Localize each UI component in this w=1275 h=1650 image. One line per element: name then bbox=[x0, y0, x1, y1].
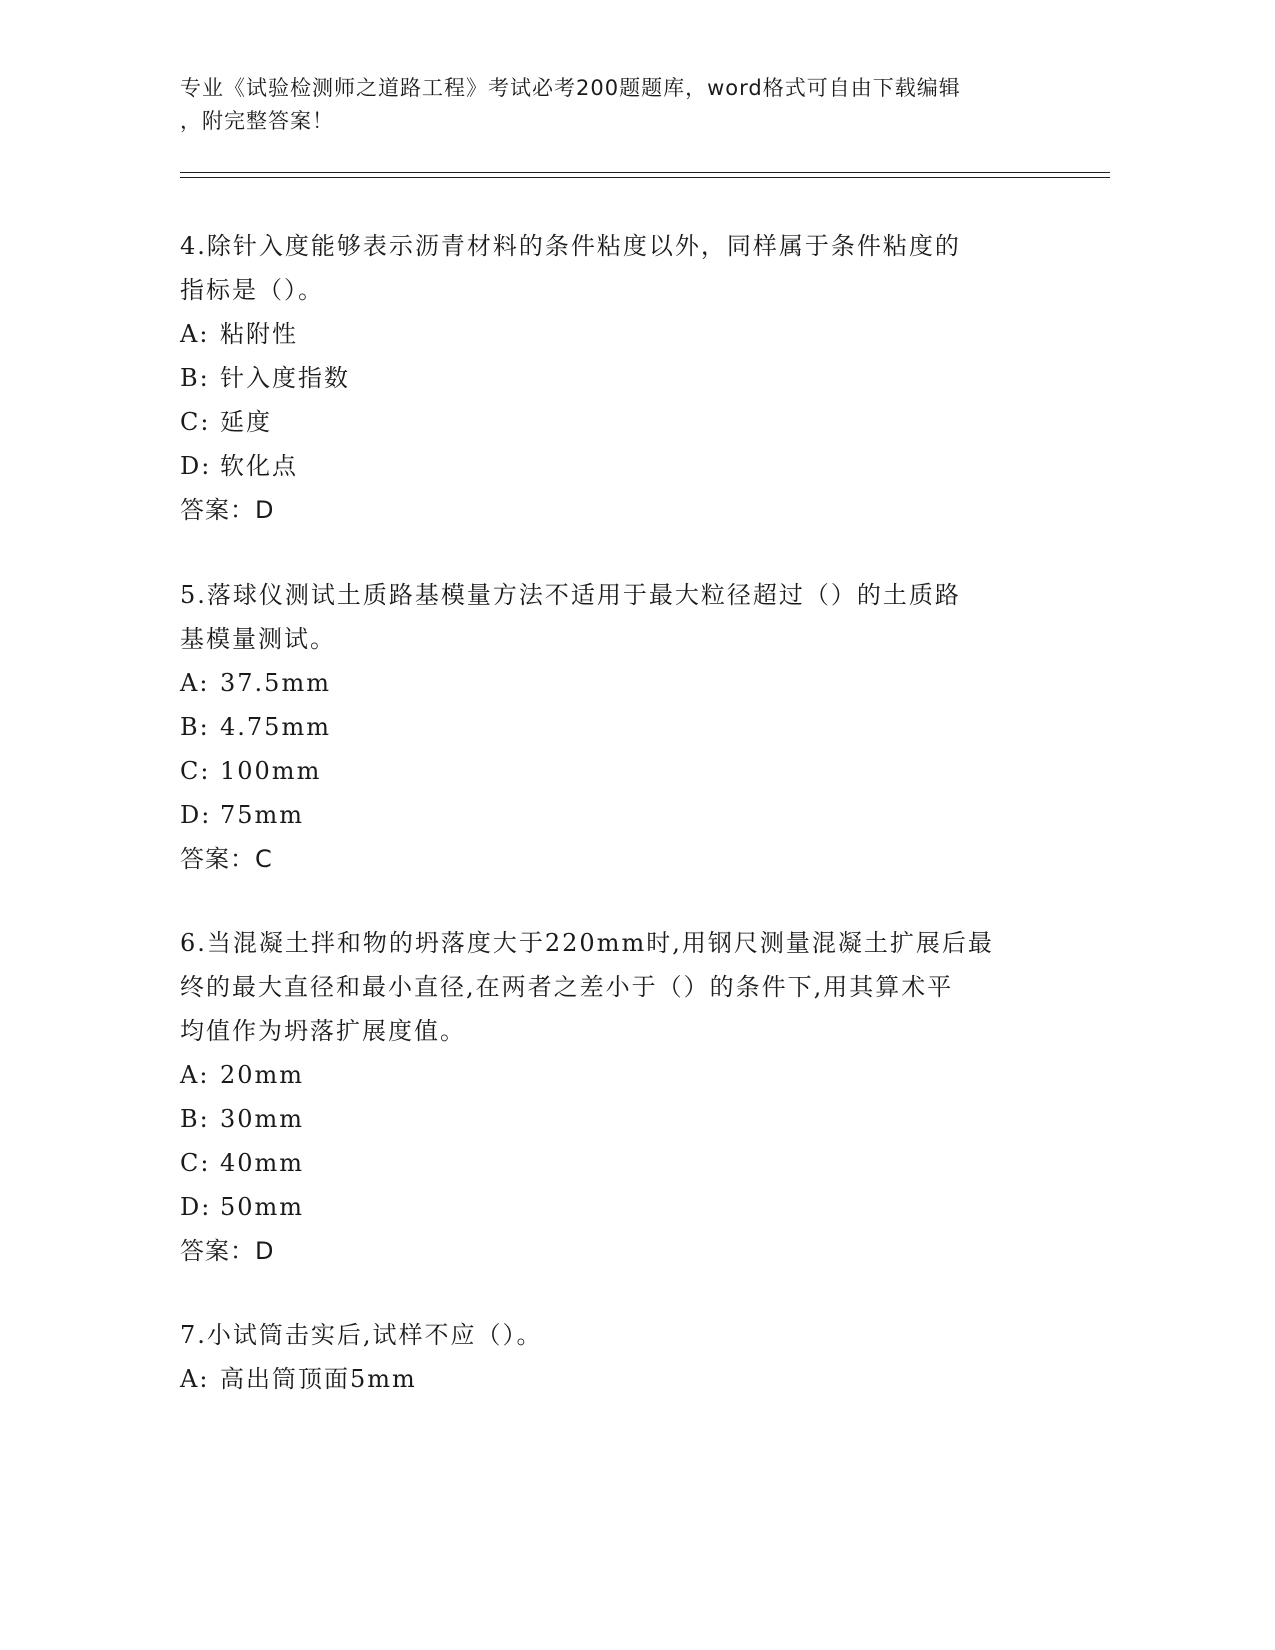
question-stem-line: 均值作为坍落扩展度值。 bbox=[180, 1017, 466, 1045]
option-letter: A: bbox=[180, 320, 210, 348]
option-c bbox=[180, 1141, 1080, 1185]
option-text: 37.5mm bbox=[220, 669, 331, 697]
question-stem-line: 7.小试筒击实后,试样不应（）。 bbox=[180, 1321, 543, 1349]
option-d bbox=[180, 793, 1080, 837]
option-letter: A: bbox=[180, 1061, 210, 1089]
option-letter: A: bbox=[180, 669, 210, 697]
option-letter: D: bbox=[180, 801, 212, 829]
question-4 bbox=[180, 224, 1080, 532]
answer-line: 答案：C bbox=[180, 845, 273, 873]
option-text: 软化点 bbox=[220, 452, 298, 480]
header-divider-bottom bbox=[180, 177, 1110, 178]
question-stem-line: 5.落球仪测试土质路基模量方法不适用于最大粒径超过（）的土质路 bbox=[180, 581, 961, 609]
header-line-1: 专业《试验检测师之道路工程》考试必考200题题库，word格式可自由下载编辑 bbox=[180, 76, 961, 100]
option-text: 50mm bbox=[220, 1193, 305, 1221]
question-5 bbox=[180, 573, 1080, 881]
option-text: 高出筒顶面5mm bbox=[220, 1365, 417, 1393]
option-text: 40mm bbox=[220, 1149, 305, 1177]
option-letter: D: bbox=[180, 1193, 212, 1221]
option-text: 延度 bbox=[220, 408, 272, 436]
option-letter: A: bbox=[180, 1365, 210, 1393]
option-b bbox=[180, 356, 1080, 400]
option-d bbox=[180, 1185, 1080, 1229]
option-b bbox=[180, 705, 1080, 749]
document-header bbox=[180, 72, 1080, 138]
option-a bbox=[180, 312, 1080, 356]
option-a bbox=[180, 661, 1080, 705]
option-letter: D: bbox=[180, 452, 212, 480]
question-stem-line: 基模量测试。 bbox=[180, 625, 336, 653]
option-letter: C: bbox=[180, 408, 211, 436]
option-text: 75mm bbox=[220, 801, 305, 829]
option-text: 20mm bbox=[220, 1061, 305, 1089]
option-d bbox=[180, 444, 1080, 488]
option-c bbox=[180, 749, 1080, 793]
option-letter: B: bbox=[180, 713, 210, 741]
question-6 bbox=[180, 921, 1080, 1273]
answer-line: 答案：D bbox=[180, 496, 275, 524]
question-stem-line: 指标是（）。 bbox=[180, 276, 324, 304]
header-line-2: ，附完整答案！ bbox=[180, 109, 334, 133]
option-text: 粘附性 bbox=[220, 320, 298, 348]
question-stem-line: 4.除针入度能够表示沥青材料的条件粘度以外，同样属于条件粘度的 bbox=[180, 232, 961, 260]
header-divider-top bbox=[180, 172, 1110, 173]
option-letter: C: bbox=[180, 1149, 211, 1177]
option-letter: B: bbox=[180, 364, 210, 392]
question-stem-line: 终的最大直径和最小直径,在两者之差小于（）的条件下,用其算术平 bbox=[180, 973, 954, 1001]
option-c bbox=[180, 400, 1080, 444]
option-b bbox=[180, 1097, 1080, 1141]
option-text: 4.75mm bbox=[220, 713, 331, 741]
option-letter: C: bbox=[180, 757, 211, 785]
option-text: 30mm bbox=[220, 1105, 305, 1133]
option-a bbox=[180, 1357, 1080, 1401]
option-a bbox=[180, 1053, 1080, 1097]
option-letter: B: bbox=[180, 1105, 210, 1133]
option-text: 100mm bbox=[220, 757, 322, 785]
option-text: 针入度指数 bbox=[220, 364, 350, 392]
question-stem-line: 6.当混凝土拌和物的坍落度大于220mm时,用钢尺测量混凝土扩展后最 bbox=[180, 929, 994, 957]
answer-line: 答案：D bbox=[180, 1237, 275, 1265]
question-7 bbox=[180, 1313, 1080, 1401]
